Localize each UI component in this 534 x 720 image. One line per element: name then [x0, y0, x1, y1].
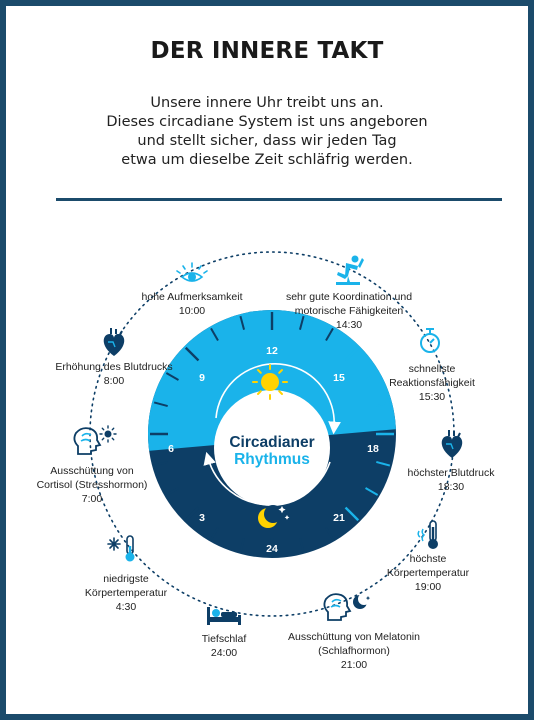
event-koordination	[286, 290, 412, 332]
hour-label: 6	[168, 443, 174, 455]
event-blutdruck-hoch	[408, 466, 495, 494]
event-label: höchste	[409, 553, 447, 565]
event-label: Reaktionsfähigkeit	[389, 377, 475, 389]
center-subtitle: Rhythmus	[234, 451, 310, 468]
intro-line: etwa um dieselbe Zeit schläfrig werden.	[121, 152, 413, 168]
intro-line: und stellt sicher, dass wir jeden Tag	[137, 133, 397, 149]
event-label: (Schlafhormon)	[318, 645, 390, 657]
hour-label: 18	[367, 443, 379, 455]
event-time: 14:30	[335, 319, 363, 331]
head-sun-icon	[74, 426, 116, 454]
event-aufmerksamkeit	[142, 290, 243, 318]
event-label: Körpertemperatur	[84, 587, 168, 599]
event-time: 8:00	[103, 375, 125, 387]
hour-label: 24	[266, 543, 278, 555]
event-temp-hoch	[387, 552, 469, 594]
event-label: sehr gute Koordination und	[285, 291, 413, 303]
event-label: schnellste	[408, 363, 456, 375]
stopwatch-icon	[421, 329, 439, 352]
event-cortisol	[37, 464, 148, 506]
event-time: 15:30	[418, 391, 446, 403]
page-title: DER INNERE TAKT	[150, 38, 384, 64]
bed-icon	[207, 607, 241, 625]
event-reaktion	[389, 362, 475, 404]
hour-label: 12	[266, 345, 278, 357]
event-label: höchster Blutdruck	[407, 467, 495, 479]
athlete-icon	[336, 256, 364, 286]
hour-label: 9	[199, 372, 205, 384]
event-blutdruck-anstieg	[55, 360, 172, 388]
event-label: hohe Aufmerksamkeit	[141, 291, 243, 303]
event-label: Ausschüttung von Melatonin	[288, 631, 420, 643]
event-label: Ausschüttung von	[50, 465, 134, 477]
head-moon-icon	[324, 593, 370, 620]
event-label: Körpertemperatur	[386, 567, 470, 579]
heart-icon	[442, 430, 463, 458]
intro-line: Unsere innere Uhr treibt uns an.	[150, 95, 384, 111]
thermometer-cold-icon	[108, 536, 135, 562]
event-melatonin	[288, 630, 420, 672]
event-time: 18:30	[437, 481, 465, 493]
thermometer-hot-icon	[418, 521, 438, 549]
event-time: 7:00	[81, 493, 103, 505]
hour-label: 15	[333, 372, 345, 384]
event-temp-niedrig	[85, 572, 167, 614]
intro-line: Dieses circadiane System ist uns angeboren	[106, 114, 428, 130]
event-time: 24:00	[210, 647, 238, 659]
event-label: motorische Fähigkeiten	[294, 305, 404, 317]
center-title: Circadianer	[229, 434, 315, 451]
hour-label: 3	[199, 512, 205, 524]
hour-label: 21	[333, 512, 345, 524]
event-time: 10:00	[178, 305, 206, 317]
event-label: Cortisol (Stresshormon)	[36, 479, 148, 491]
event-time: 19:00	[414, 581, 442, 593]
event-label: Tiefschlaf	[201, 633, 247, 645]
event-label: niedrigste	[103, 573, 149, 585]
event-tiefschlaf	[202, 632, 247, 660]
event-time: 4:30	[115, 601, 137, 613]
event-label: Erhöhung des Blutdrucks	[55, 361, 173, 373]
heart-icon	[104, 328, 125, 356]
event-time: 21:00	[340, 659, 368, 671]
